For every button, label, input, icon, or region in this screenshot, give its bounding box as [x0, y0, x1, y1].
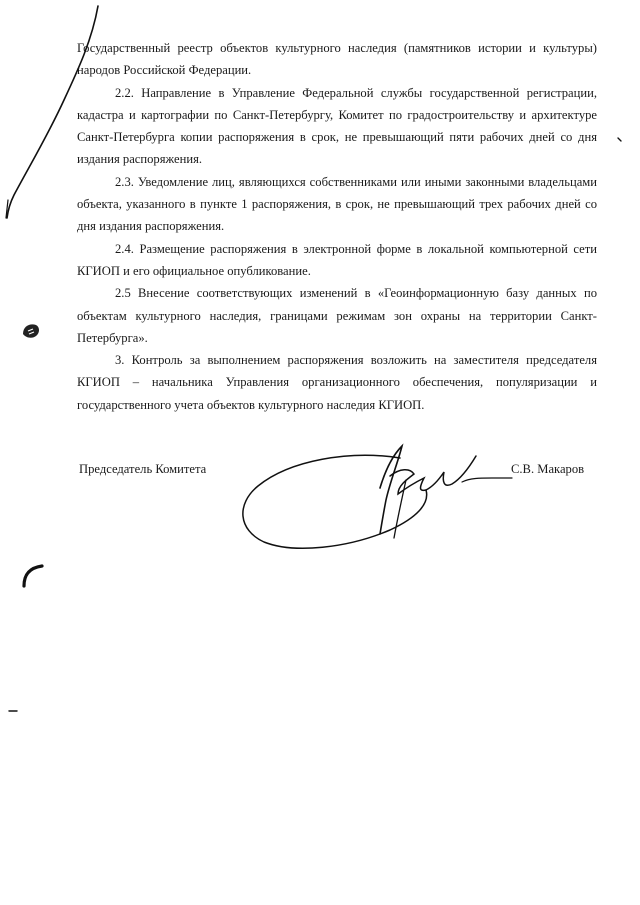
paragraph-2-2: 2.2. Направление в Управление Федеральной службы государственной регистрации, кадастра и картографии по Санкт-Петербургу, Комитет по градостроительству и архитектуре Санкт-Петербурга копии распоряжения в срок, не превышающий пяти рабочих дней со дня издания распоряжения. [77, 85, 597, 167]
signatory-name: С.В. Макаров [511, 462, 585, 476]
right-margin-dot [616, 136, 624, 144]
paragraph-2-5: 2.5 Внесение соответствующих изменений в «Геоинформационную базу данных по объектам культурного наследия, границами режимам зон охраны на территории Санкт-Петербурга». [77, 286, 597, 345]
paragraph-2-3: 2.3. Уведомление лиц, являющихся собственниками или иными законными владельцами объекта, указанного в пункте 1 распоряжения, в срок, не превышающий трех рабочих дней со дня издания распоряжения. [77, 174, 597, 234]
margin-dash-mark [8, 708, 20, 714]
document-body [77, 37, 597, 416]
margin-hook-mark [18, 560, 48, 590]
paragraph-3: 3. Контроль за выполнением распоряжения возложить на заместителя председателя КГИОП – начальника Управления организационного обеспечения, популяризации и государственного учета объектов культурного наследия КГИОП. [77, 353, 597, 412]
handwritten-signature [230, 438, 520, 556]
margin-smudge [20, 320, 42, 342]
paragraph-registry: Государственный реестр объектов культурного наследия (памятников истории и культуры) народов Российской Федерации. [77, 41, 597, 78]
signatory-title: Председатель Комитета [79, 462, 207, 476]
paragraph-2-4: 2.4. Размещение распоряжения в электронной форме в локальной компьютерной сети КГИОП и его официальное опубликование. [77, 241, 597, 278]
